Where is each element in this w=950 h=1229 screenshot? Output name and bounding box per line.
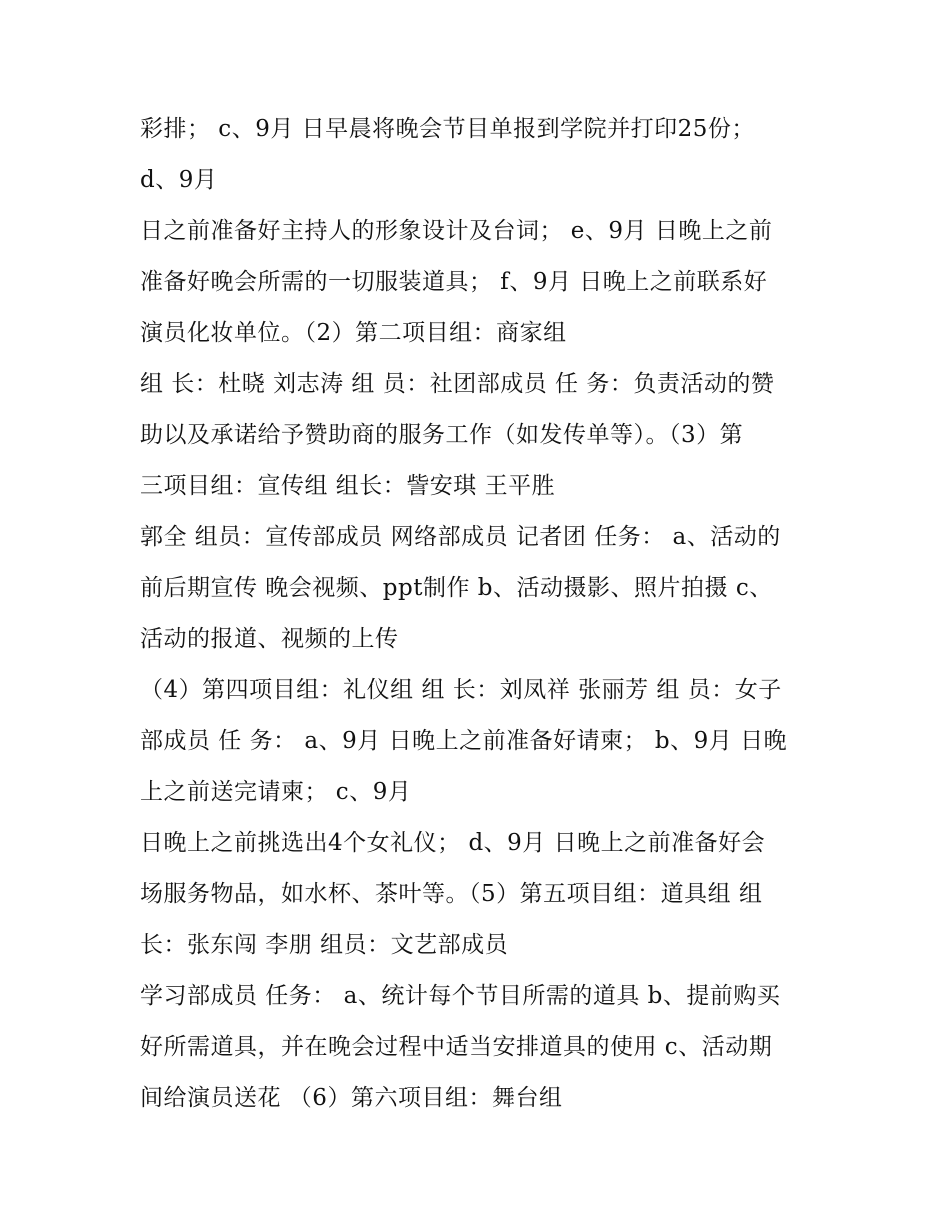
text-line-4: 准备好晚会所需的一切服装道具； f、9月 日晚上之前联系好 [140,269,768,295]
text-line-9: 郭全 组员：宣传部成员 网络部成员 记者团 任务： a、活动的 [140,524,781,550]
text-line-3: 日之前准备好主持人的形象设计及台词； e、9月 日晚上之前 [140,218,773,244]
text-line-12: （4）第四项目组：礼仪组 组 长：刘凤祥 张丽芳 组 员：女子 [140,677,782,703]
text-line-5: 演员化妆单位。（2）第二项目组：商家组 [140,320,567,346]
text-line-18: 学习部成员 任务： a、统计每个节目所需的道具 b、提前购买 [140,983,781,1009]
text-line-2: d、9月 [140,167,218,193]
text-line-11: 活动的报道、视频的上传 [140,626,399,652]
text-line-14: 上之前送完请柬； c、9月 [140,779,412,805]
text-line-20: 间给演员送花 （6）第六项目组：舞台组 [140,1085,563,1111]
text-line-8: 三项目组：宣传组 组长：訾安琪 王平胜 [140,473,556,499]
text-line-19: 好所需道具，并在晚会过程中适当安排道具的使用 c、活动期 [140,1034,773,1060]
text-line-13: 部成员 任 务： a、9月 日晚上之前准备好请柬； b、9月 日晚 [140,728,788,754]
text-line-15: 日晚上之前挑选出4个女礼仪； d、9月 日晚上之前准备好会 [140,830,766,856]
document-body [140,104,820,1124]
text-line-7: 助以及承诺给予赞助商的服务工作（如发传单等）。（3）第 [140,422,744,448]
text-line-10: 前后期宣传 晚会视频、ppt制作 b、活动摄影、照片拍摄 c、 [140,575,773,601]
text-line-17: 长：张东闯 李朋 组员：文艺部成员 [140,932,509,958]
text-line-16: 场服务物品，如水杯、茶叶等。（5）第五项目组：道具组 组 [140,881,763,907]
text-line-6: 组 长：杜晓 刘志涛 组 员：社团部成员 任 务：负责活动的赞 [140,371,775,397]
text-line-1: 彩排； c、9月 日早晨将晚会节目单报到学院并打印25份； [140,116,755,142]
